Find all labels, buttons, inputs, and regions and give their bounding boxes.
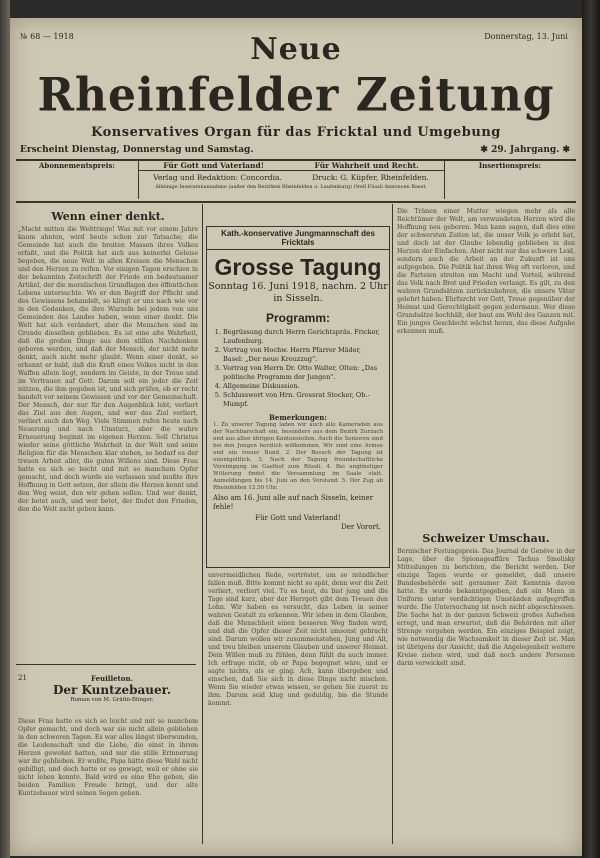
newspaper-title: Rheinfelder Zeitung [37, 68, 555, 123]
publication-days: Erscheint Dienstag, Donnerstag und Samstag. [20, 145, 254, 155]
publisher-box [138, 161, 445, 199]
ad-motto: Für Gott und Vaterland! [255, 514, 341, 522]
program-item: 2. Vortrag von Hochw. Herrn Pfarrer Mäder, Basel: „Der neue Kreuzzug". [223, 346, 383, 364]
program-item: 5. Schlusswort von Hrn. Grossrat Stocker, Ob.-Mumpf. [223, 391, 383, 409]
newspaper-page [10, 18, 582, 856]
ad-title: Grosse Tagung [214, 254, 382, 280]
mottos [138, 161, 444, 171]
ad-remarks: 1. Zu unserer Tagung laden wir auch alle Kameraden aus der Nachbarschaft ein, besonders aus dem Bezirk Zurzach und aus allen übrigen Kantonsteilen. Auch die Senioren sind bei den Jungen herzlich willkommen. Wir sind eine Armee und ein treuer Bund. 2. Der Besuch der Tagung ist unentgeltlich. 3. Nach der Tagung freundschaftliche Vereinigung im Gasthof zum Rössli. 4. Bei ungünstiger Witterung findet die Versammlung im Saale statt. Anmeldungen bis 14. Juni an den Vorstand. 5. Der Zug ab Rheinfelden 12.50 Uhr. [213, 422, 383, 491]
column-rule-1 [202, 204, 203, 844]
issue-number: № 68 — 1918 [20, 32, 74, 41]
right-article-body: Die Tränen einer Mutter wiegen mehr als alle Reichtümer der Welt, am verwundeten Herzen wird die Hoffnung neu geboren. Man kann sagen, daß dies eine der schwersten Zeiten ist, die unser Volk je erlebt hat, und doch ist der Glaube lebendig geblieben in den Herzen der Einfachen. Aber nicht nur das schwere Leid, sondern auch die Arbeit an der Zukunft ist uns aufgegeben. Die Politik hat ihren Weg oft verloren, und die Parteien streiten um Macht und Vorteil, während das Volk nach Brot und Frieden verlangt. Es gilt, zu den wahren Grundsätzen zurückzukehren, die unsere Väter gelehrt haben: Ehrfurcht vor Gott, Treue gegenüber der Heimat und Gerechtigkeit gegen jedermann. Wer diese Grundsätze hochhält, der baut am Wohl des Ganzen mit. Ein junges Geschlecht wächst heran, das diese Aufgabe erkennen muß. [397, 208, 575, 335]
feuilleton-text: Diese Frau hatte es sich so leicht und mit so manchem Opfer gemacht, und doch war sie nicht allein geblieben in den schweren Tagen. Es war alles längst überwunden, die Leidenschaft und die Liebe, die einst in ihrem Herzen gewohnt hatten, und nur die stille Erinnerung war ihr geblieben. Er wußte, Papa hätte diese Wahl nicht gebilligt, und doch hatte er es gewagt, weil er ohne sie nicht leben konnte. Bald wird es eine Ehe geben, die beiden Familien Freude bringt, und der alte Kuntzebauer wird seinen Segen geben. [18, 718, 198, 797]
motto-left: Für Gott und Vaterland! [163, 161, 265, 170]
issue-date: Donnerstag, 13. Juni [484, 32, 568, 41]
right-article [397, 208, 575, 526]
feuilleton-label: Feuilleton. [91, 674, 133, 683]
column-rule-2 [392, 204, 393, 844]
info-bar [16, 161, 576, 199]
printer: Druck: G. Küpfer, Rheinfelden. [312, 173, 429, 182]
program-item: 3. Vortrag von Herrn Dr. Otto Walter, Olten: „Das politische Programm der Jungen". [223, 364, 383, 382]
ad-program-list [207, 328, 389, 409]
book-left-edge [0, 0, 10, 858]
rule-feuilleton [16, 664, 196, 665]
ad-program-title: Programm: [265, 311, 330, 325]
program-item: 1. Begrüssung durch Herrn Gerichtspräs. Fricker, Laufenburg. [223, 328, 383, 346]
ad-date: Sonntag 16. Juni 1918, nachm. 2 Uhr [208, 281, 388, 292]
ad-signature: Der Vorort. [341, 523, 381, 531]
left-article-title: Wenn einer denkt. [51, 210, 165, 223]
feuilleton-number: 21 [18, 674, 27, 682]
program-item: 4. Allgemeine Diskussion. [223, 382, 383, 391]
title-neue: Neue [250, 32, 342, 67]
ad-place: in Sisseln. [273, 293, 323, 304]
book-spine [582, 0, 600, 858]
insertion-label: Insertionspreis: [478, 161, 542, 170]
feuilleton-title: Der Kuntzebauer. [52, 683, 172, 697]
ad-remarks-title: Bemerkungen: [269, 413, 327, 422]
subscription-box [16, 161, 139, 199]
feuilleton-body [18, 718, 198, 848]
newspaper-subtitle: Konservatives Organ für das Fricktal und Umgebung [91, 125, 501, 140]
insertion-box [444, 161, 576, 199]
volume-year: ✱ 29. Jahrgang. ✱ [480, 145, 570, 155]
swiss-news-body: Bernischer Festungspreis. Das Journal de Genève in der Lage, über die Spionageaffäre Tachus Smolisky Mitteilungen zu berichten, die Bericht werden. Der einzige Tagen wurde er gemeldet, daß unsere Bundesbehörde seit geraumer Zeit Kenntnis davon hatte. Es wurde bekanntgegeben, daß ein Mann in Uniform unter verdächtigen Umständen aufgegriffen wurde. Die Untersuchung ist noch nicht abgeschlossen. Die Sache hat in der ganzen Schweiz großes Aufsehen erregt, und man erwartet, daß die Behörden mit aller Strenge vorgehen werden. Ein einziges Beispiel zeigt, wie notwendig die Wachsamkeit in dieser Zeit ist. Man ist übrigens der Ansicht, daß die Angelegenheit weitere Kreise ziehen wird, und daß noch andere Personen darin verwickelt sind. [397, 548, 575, 667]
ad-closing: Also am 16. Juni alle auf nach Sisseln, keiner fehle! [213, 494, 374, 511]
ad-header: Kath.-konservative Jungmannschaft des Fricktals [207, 227, 389, 250]
publisher: Verlag und Redaktion: Concordia. [153, 173, 282, 182]
motto-right: Für Wahrheit und Recht. [314, 161, 419, 170]
publisher-line [138, 173, 444, 182]
event-advertisement [206, 226, 390, 568]
middle-article [208, 572, 388, 848]
ad-acceptance: Alleinige Inseratenannahme (außer den Bezirken Rheinfelden u. Laufenburg) Orell Füssli Annoncen Basel. [155, 184, 427, 190]
left-article [18, 208, 198, 660]
subscription-label: Abonnementspreis: [39, 161, 115, 170]
swiss-news [397, 530, 575, 848]
feuilleton [18, 674, 206, 703]
feuilleton-author: Roman von M. Gräfin-Bünger. [70, 697, 154, 703]
rule-below-info [16, 201, 576, 203]
swiss-news-title: Schweizer Umschau. [422, 532, 550, 545]
middle-article-body: unvermeidlichen Rede, vertröstet, um so mündlicher fallen muß. Bitte kommt nicht so spät, denn wer die Zeit verliert, verliert viel. Tu es heut, du bist jung und die Tage sind kurz, aber der Herrgott gibt dem Treuen den Lohn. Wir haben es versucht, das Leben in seiner wahren Gestalt zu erkennen. Wir leben in dem Glauben, daß die Menschheit einen besseren Weg finden wird, und daß die Opfer dieser Zeit nicht umsonst gebracht sind. Darum wollen wir zusammenstehen, Jung und Alt, und treu bleiben unserem Glauben und unserer Heimat. Dein Willen muß zu fühlen, denn fühlt du auch immer. Ich erfrage nicht, ob er Papa begegnet wäre, und er sagte nichts, als er ging. Ach, kann übergeben und einschen, daß Sie sich in diese Dinge nicht mischen. Wenn Sie wieder etwas wissen, so gehen Sie zuerst zu ihm. Darum seid klug und geduldig, bis die Stunde kommt. [208, 572, 388, 707]
left-article-body: „Macht mitten die Welttriege! Was mit vor einem Jahre kaum ahnten, wird heute schon zur Tatsache; die Gemeinde hat auch die breiten Massen ihres Volkes erfaßt, und die Politik hat sich aus keinerlei Geleise begeben, die neue Welt in allen Kreisen die Menschen und den Herzen zu reifen. Vor einigen Tagen erschien in der bekannten Zeitschrift der Friede ein bedeutsamer Artikel, der die moralischen Grundlagen des öffentlichen Lebens untersuchte. Wo er den Begriff der Pflicht und des Gewissens behandelt, so klingt er uns nach wie vor in den Gedanken, die ihre Wurzeln bei jedem von uns Gemeinden des Landes haben, wenn einer denkt. Die Welt hat sich verändert, aber die Menschen sind im Grunde dieselben geblieben. Es ist eine alte Wahrheit, daß die großen Dinge aus dem stillen Nachdenken geboren werden, und daß der Mensch, der nicht mehr denkt, auch nicht mehr glaubt. Wenn einer denkt, so erkennt er bald, daß die Kraft eines Volkes nicht in den Waffen allein liegt, sondern im Geiste, in der Treue und im Vertrauen auf Gott. Darum soll ein jeder die Zeit nützen, die ihm gegeben ist, und sich prüfen, ob er recht handelt vor seinem Gewissen und vor der Gemeinschaft. Der Mensch, der nur für den Augenblick lebt, verliert das Ziel aus den Augen, und wer das Ziel verliert, verliert auch den Weg. Viele Stimmen rufen heute nach Neuerung und nach Umsturz, aber die wahre Erneuerung beginnt im eigenen Herzen. Soll Christus wieder seine göttliche Wahrheit in der Welt und seine Religion für die Menschen klar stehen, so bedarf es der treuen Arbeit aller, die guten Willens sind. Diese Frau hatte es sich so leicht und mit so manchem Opfer gemacht, und doch wurde sie verlassen und mußte ihre Hoffnung in Gott setzen, der allein die Herzen kennt und den Weg weist, den wir gehen sollen. Und wer denkt, der betet auch, und wer betet, der findet den Frieden, den die Welt nicht geben kann. [18, 226, 198, 513]
